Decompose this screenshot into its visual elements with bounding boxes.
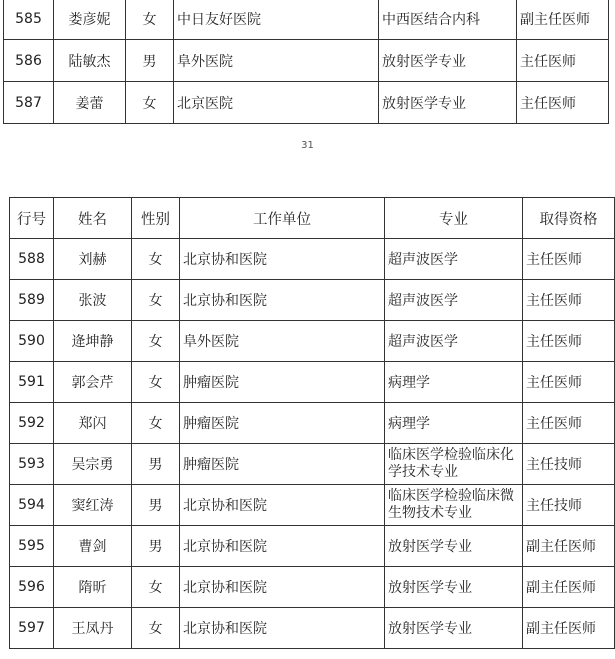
header-sex: 性别 (132, 198, 180, 239)
person-name-cell: 刘赫 (54, 239, 132, 280)
work-unit-cell: 阜外医院 (180, 321, 385, 362)
gender-cell: 女 (126, 82, 174, 124)
gender-cell: 男 (132, 485, 180, 526)
specialty-cell: 病理学 (385, 362, 523, 403)
table-row (10, 567, 615, 608)
page-number: 31 (301, 140, 314, 151)
person-name-cell: 窦红涛 (54, 485, 132, 526)
row-number-cell: 594 (10, 485, 54, 526)
person-name-cell: 隋昕 (54, 567, 132, 608)
gender-cell: 女 (126, 0, 174, 40)
table-row (4, 40, 609, 82)
specialty-cell: 放射医学专业 (385, 526, 523, 567)
top-table-fragment (3, 0, 609, 124)
qualification-cell: 主任技师 (523, 485, 615, 526)
work-unit-cell: 北京协和医院 (180, 526, 385, 567)
gender-cell: 男 (126, 40, 174, 82)
table-row (10, 321, 615, 362)
specialty-cell: 临床医学检验临床微生物技术专业 (385, 485, 523, 526)
header-row (10, 198, 615, 239)
work-unit-cell: 北京医院 (174, 82, 379, 124)
qualification-cell: 副主任医师 (523, 567, 615, 608)
qualification-cell: 副主任医师 (517, 0, 609, 40)
qualification-cell: 主任医师 (517, 40, 609, 82)
gender-cell: 男 (132, 526, 180, 567)
header-unit: 工作单位 (180, 198, 385, 239)
header-spec: 专业 (385, 198, 523, 239)
person-name-cell: 郑闪 (54, 403, 132, 444)
qualification-cell: 副主任医师 (523, 526, 615, 567)
qualification-cell: 主任医师 (523, 280, 615, 321)
table-row (10, 239, 615, 280)
specialty-cell: 临床医学检验临床化学技术专业 (385, 444, 523, 485)
qualification-cell: 主任医师 (523, 321, 615, 362)
row-number-cell: 597 (10, 608, 54, 649)
person-name-cell: 张波 (54, 280, 132, 321)
table-row (4, 0, 609, 40)
row-number-cell: 586 (4, 40, 54, 82)
gender-cell: 女 (132, 403, 180, 444)
person-name-cell: 姜蕾 (54, 82, 126, 124)
specialty-cell: 放射医学专业 (385, 567, 523, 608)
row-number-cell: 591 (10, 362, 54, 403)
qualification-cell: 主任技师 (523, 444, 615, 485)
table-row (10, 362, 615, 403)
specialty-cell: 放射医学专业 (385, 608, 523, 649)
doctor-table (9, 197, 615, 649)
header-qual: 取得资格 (523, 198, 615, 239)
gender-cell: 男 (132, 444, 180, 485)
work-unit-cell: 北京协和医院 (180, 567, 385, 608)
gender-cell: 女 (132, 567, 180, 608)
row-number-cell: 593 (10, 444, 54, 485)
gender-cell: 女 (132, 239, 180, 280)
table-row (10, 403, 615, 444)
work-unit-cell: 肿瘤医院 (180, 444, 385, 485)
table-row (10, 485, 615, 526)
qualification-cell: 主任医师 (523, 362, 615, 403)
gender-cell: 女 (132, 608, 180, 649)
specialty-cell: 放射医学专业 (379, 40, 517, 82)
work-unit-cell: 中日友好医院 (174, 0, 379, 40)
table-row (4, 82, 609, 124)
specialty-cell: 超声波医学 (385, 321, 523, 362)
specialty-cell: 超声波医学 (385, 239, 523, 280)
row-number-cell: 585 (4, 0, 54, 40)
person-name-cell: 曹剑 (54, 526, 132, 567)
gender-cell: 女 (132, 280, 180, 321)
person-name-cell: 娄彦妮 (54, 0, 126, 40)
row-number-cell: 588 (10, 239, 54, 280)
qualification-cell: 副主任医师 (523, 608, 615, 649)
qualification-cell: 主任医师 (517, 82, 609, 124)
specialty-cell: 病理学 (385, 403, 523, 444)
specialty-cell: 中西医结合内科 (379, 0, 517, 40)
work-unit-cell: 北京协和医院 (180, 608, 385, 649)
work-unit-cell: 北京协和医院 (180, 239, 385, 280)
row-number-cell: 587 (4, 82, 54, 124)
person-name-cell: 吴宗勇 (54, 444, 132, 485)
table-row (10, 526, 615, 567)
person-name-cell: 王凤丹 (54, 608, 132, 649)
row-number-cell: 596 (10, 567, 54, 608)
row-number-cell: 592 (10, 403, 54, 444)
row-number-cell: 590 (10, 321, 54, 362)
person-name-cell: 郭会芹 (54, 362, 132, 403)
person-name-cell: 逄坤静 (54, 321, 132, 362)
specialty-cell: 放射医学专业 (379, 82, 517, 124)
work-unit-cell: 肿瘤医院 (180, 403, 385, 444)
qualification-cell: 主任医师 (523, 239, 615, 280)
gender-cell: 女 (132, 362, 180, 403)
qualification-cell: 主任医师 (523, 403, 615, 444)
person-name-cell: 陆敏杰 (54, 40, 126, 82)
header-name: 姓名 (54, 198, 132, 239)
gender-cell: 女 (132, 321, 180, 362)
table-row (10, 280, 615, 321)
row-number-cell: 595 (10, 526, 54, 567)
row-number-cell: 589 (10, 280, 54, 321)
table-row (10, 444, 615, 485)
work-unit-cell: 阜外医院 (174, 40, 379, 82)
header-num: 行号 (10, 198, 54, 239)
work-unit-cell: 肿瘤医院 (180, 362, 385, 403)
work-unit-cell: 北京协和医院 (180, 485, 385, 526)
top-table-body (4, 0, 609, 124)
work-unit-cell: 北京协和医院 (180, 280, 385, 321)
doctor-table-body (10, 239, 615, 649)
specialty-cell: 超声波医学 (385, 280, 523, 321)
table-row (10, 608, 615, 649)
